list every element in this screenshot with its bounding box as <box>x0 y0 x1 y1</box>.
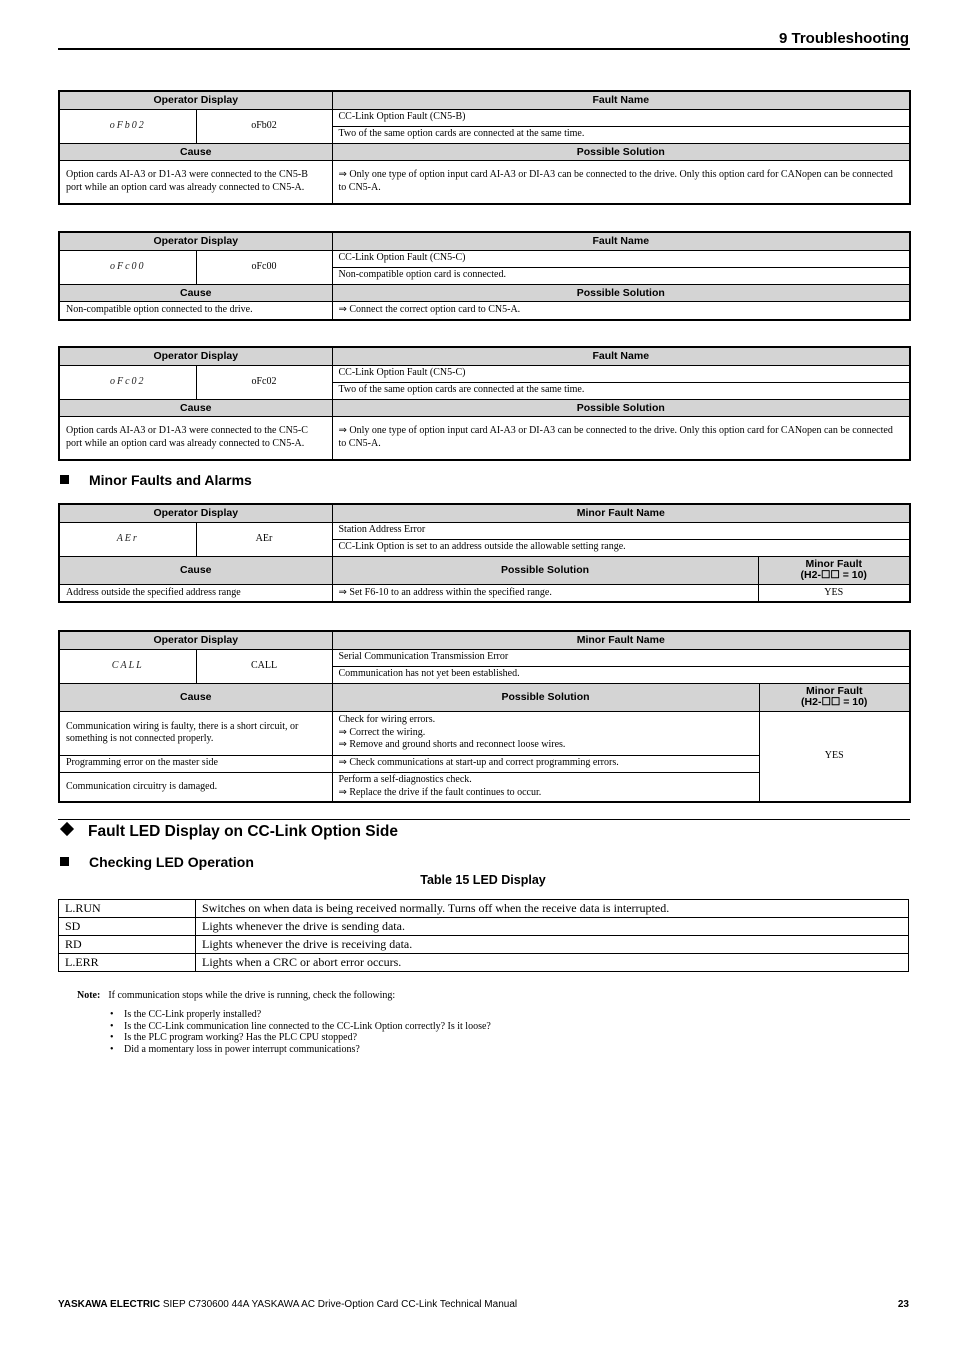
fault-name: CC-Link Option Fault (CN5-C) <box>332 250 910 267</box>
solution-text: ⇒ Connect the correct option card to CN5-A. <box>332 302 910 320</box>
note <box>77 990 395 1001</box>
fault-description: CC-Link Option is set to an address outside the allowable setting range. <box>332 539 910 556</box>
col-operator-display: Operator Display <box>59 631 332 649</box>
page-number: 23 <box>897 1299 909 1310</box>
led-name: L.ERR <box>59 954 196 972</box>
solution-text: ⇒ Only one type of option input card AI-A3 or DI-A3 can be connected to the drive. Only this option card for CANopen can be connected to CN5-A. <box>332 161 910 204</box>
solution-text: ⇒ Set F6-10 to an address within the specified range. <box>332 584 758 602</box>
list-item: • Is the CC-Link properly installed? <box>110 1009 491 1021</box>
page-header-title: 9 Troubleshooting <box>779 30 909 47</box>
fault-description: Two of the same option cards are connected at the same time. <box>332 382 910 399</box>
col-cause: Cause <box>59 683 332 711</box>
fault-description: Two of the same option cards are connected at the same time. <box>332 126 910 143</box>
fault-code: oFc00 <box>196 250 332 284</box>
fault-code: CALL <box>196 649 332 683</box>
minor-fault-table-call <box>58 630 911 803</box>
fault-name: CC-Link Option Fault (CN5-B) <box>332 109 910 126</box>
seven-seg-display: AEr <box>59 522 196 556</box>
col-operator-display: Operator Display <box>59 504 332 522</box>
fault-table-ofb02 <box>58 90 911 205</box>
col-cause: Cause <box>59 556 332 584</box>
fault-description: Non-compatible option card is connected. <box>332 267 910 284</box>
minor-fault-value: YES <box>759 711 910 802</box>
col-operator-display: Operator Display <box>59 347 332 365</box>
table-row <box>59 936 909 954</box>
fault-name: Station Address Error <box>332 522 910 539</box>
table-caption: Table 15 LED Display <box>420 873 546 887</box>
fault-name: CC-Link Option Fault (CN5-C) <box>332 365 910 382</box>
list-item: • Did a momentary loss in power interrupt communications? <box>110 1044 491 1056</box>
led-name: RD <box>59 936 196 954</box>
note-text: If communication stops while the drive is running, check the following: <box>108 990 396 1001</box>
col-possible-solution: Possible Solution <box>332 399 910 417</box>
led-description: Switches on when data is being received normally. Turns off when the receive data is interrupted. <box>196 900 909 918</box>
col-possible-solution: Possible Solution <box>332 556 758 584</box>
fault-table-ofc02 <box>58 346 911 461</box>
square-bullet-icon <box>60 475 69 484</box>
col-cause: Cause <box>59 143 332 161</box>
seven-seg-display: oFc02 <box>59 365 196 399</box>
col-operator-display: Operator Display <box>59 91 332 109</box>
table-row <box>59 900 909 918</box>
header-rule <box>58 48 910 50</box>
section-heading-minor-faults: Minor Faults and Alarms <box>60 472 252 488</box>
section-heading-led-display: Fault LED Display on CC-Link Option Side <box>60 823 398 841</box>
led-name: L.RUN <box>59 900 196 918</box>
seven-seg-display: oFc00 <box>59 250 196 284</box>
minor-fault-table-aer <box>58 503 911 603</box>
fault-code: AEr <box>196 522 332 556</box>
col-possible-solution: Possible Solution <box>332 683 759 711</box>
col-minor-fault: Minor Fault (H2-☐☐ = 10) <box>758 556 910 584</box>
col-minor-fault: Minor Fault (H2-☐☐ = 10) <box>759 683 910 711</box>
solution-text: ⇒ Check communications at start-up and correct programming errors. <box>332 755 759 772</box>
list-item: • Is the PLC program working? Has the PLC CPU stopped? <box>110 1032 491 1044</box>
led-description: Lights whenever the drive is sending data. <box>196 918 909 936</box>
col-fault-name: Fault Name <box>332 91 910 109</box>
col-cause: Cause <box>59 399 332 417</box>
col-fault-name: Fault Name <box>332 232 910 250</box>
section-rule <box>58 819 910 820</box>
note-label: Note: <box>77 990 101 1001</box>
square-bullet-icon <box>60 857 69 866</box>
fault-description: Communication has not yet been established. <box>332 666 910 683</box>
led-description: Lights whenever the drive is receiving data. <box>196 936 909 954</box>
cause-text: Communication wiring is faulty, there is a short circuit, or something is not connected properly. <box>59 711 332 755</box>
minor-fault-value: YES <box>758 584 910 602</box>
led-name: SD <box>59 918 196 936</box>
seven-seg-display: oFb02 <box>59 109 196 143</box>
solution-text: Perform a self-diagnostics check. ⇒ Replace the drive if the fault continues to occur. <box>332 772 759 802</box>
note-checklist <box>110 1009 491 1055</box>
seven-seg-display: CALL <box>59 649 196 683</box>
led-display-table <box>58 899 909 972</box>
col-minor-fault-name: Minor Fault Name <box>332 504 910 522</box>
footer-brand: YASKAWA ELECTRIC <box>58 1299 161 1310</box>
cause-text: Address outside the specified address range <box>59 584 332 602</box>
fault-code: oFc02 <box>196 365 332 399</box>
col-minor-fault-name: Minor Fault Name <box>332 631 910 649</box>
footer-text: SIEP C730600 44A YASKAWA AC Drive-Option Card CC-Link Technical Manual <box>162 1299 518 1310</box>
col-cause: Cause <box>59 284 332 302</box>
fault-name: Serial Communication Transmission Error <box>332 649 910 666</box>
fault-code: oFb02 <box>196 109 332 143</box>
solution-text: ⇒ Only one type of option input card AI-A3 or DI-A3 can be connected to the drive. Only this option card for CANopen can be connected to CN5-A. <box>332 417 910 460</box>
cause-text: Non-compatible option connected to the drive. <box>59 302 332 320</box>
fault-table-ofc00 <box>58 231 911 321</box>
col-possible-solution: Possible Solution <box>332 143 910 161</box>
subsection-heading-checking-led: Checking LED Operation <box>60 854 254 870</box>
solution-text: Check for wiring errors. ⇒ Correct the wiring. ⇒ Remove and ground shorts and reconnect loose wires. <box>332 711 759 755</box>
cause-text: Communication circuitry is damaged. <box>59 772 332 802</box>
col-fault-name: Fault Name <box>332 347 910 365</box>
col-possible-solution: Possible Solution <box>332 284 910 302</box>
led-description: Lights when a CRC or abort error occurs. <box>196 954 909 972</box>
diamond-bullet-icon <box>60 822 74 836</box>
col-operator-display: Operator Display <box>59 232 332 250</box>
list-item: • Is the CC-Link communication line connected to the CC-Link Option correctly? Is it loose? <box>110 1021 491 1033</box>
cause-text: Programming error on the master side <box>59 755 332 772</box>
table-row <box>59 954 909 972</box>
page-footer <box>58 1299 517 1310</box>
cause-text: Option cards AI-A3 or D1-A3 were connected to the CN5-C port while an option card was already connected to CN5-A. <box>59 417 332 460</box>
table-row <box>59 918 909 936</box>
cause-text: Option cards AI-A3 or D1-A3 were connected to the CN5-B port while an option card was already connected to CN5-A. <box>59 161 332 204</box>
